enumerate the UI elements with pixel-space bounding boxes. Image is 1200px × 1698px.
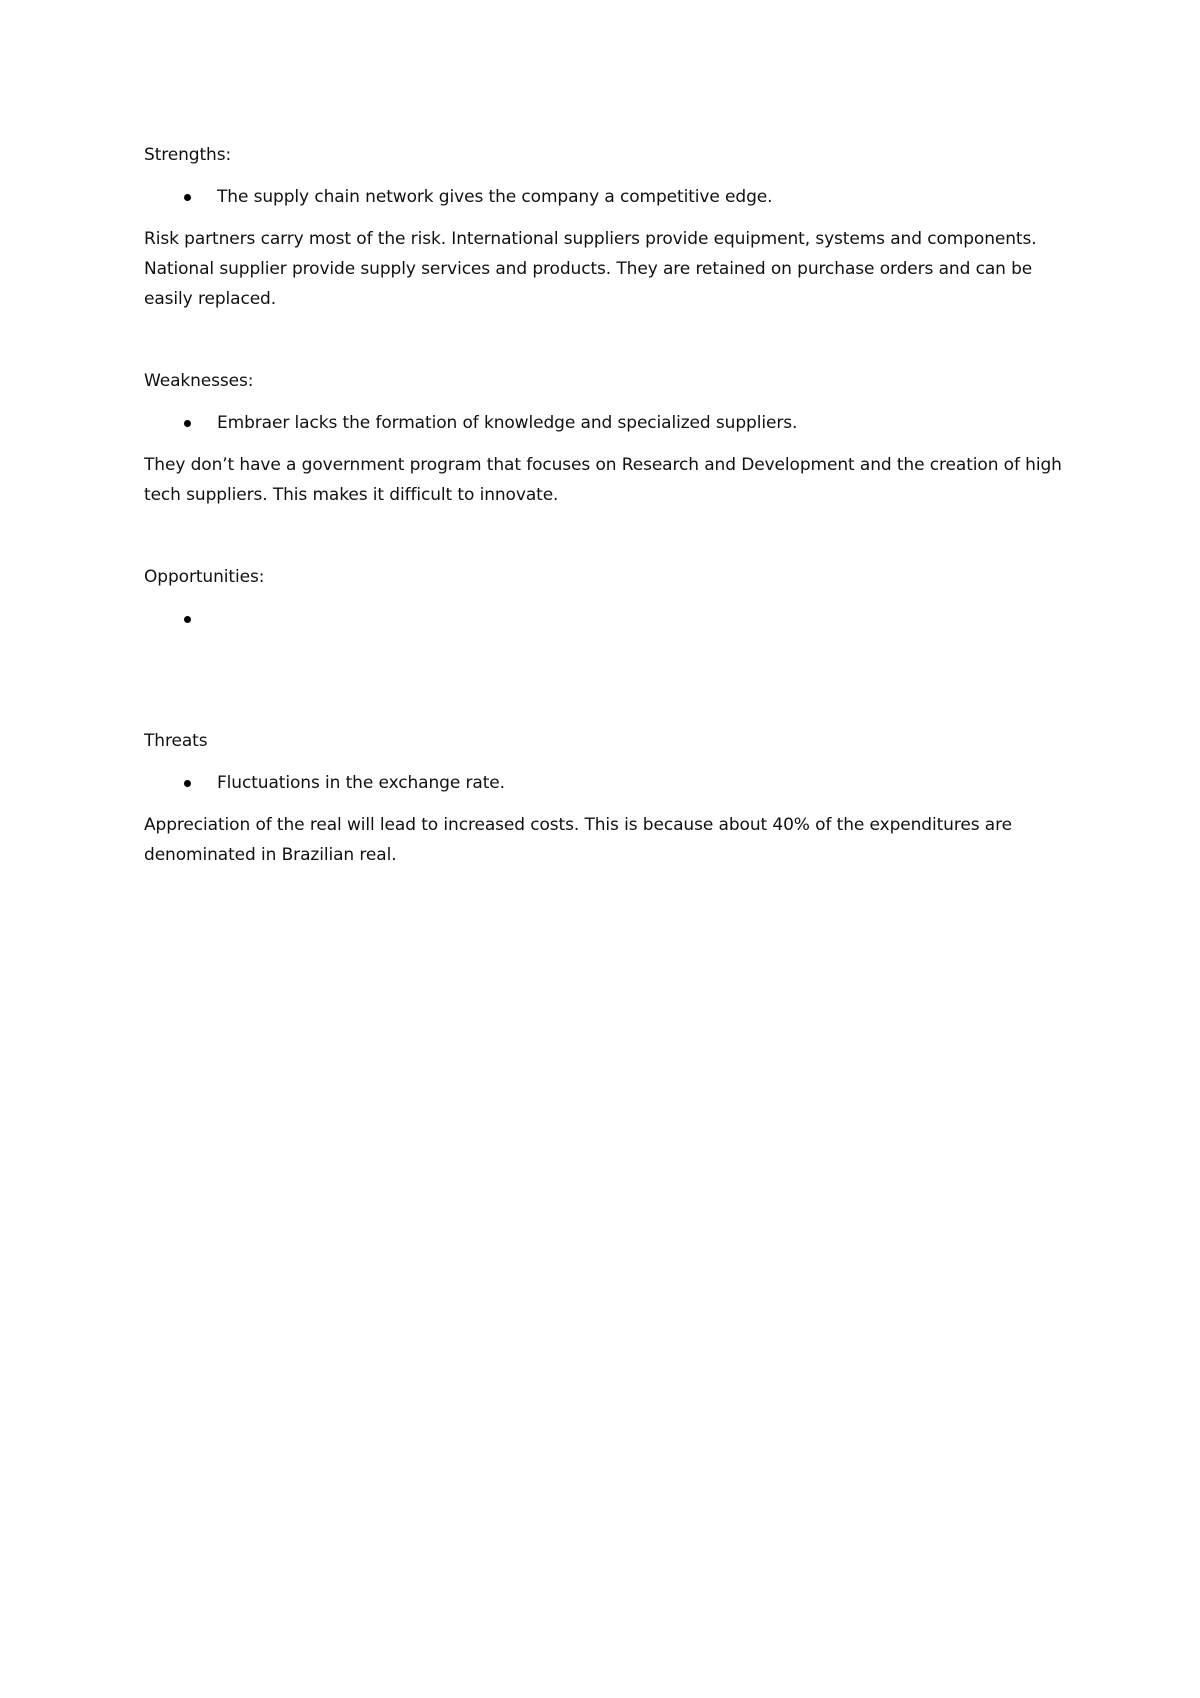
bullet-list-strengths xyxy=(144,182,1074,212)
bullet-list-weaknesses xyxy=(144,408,1074,438)
bullet-item-opportunities xyxy=(144,604,1074,634)
bullet-item-strengths xyxy=(144,182,1074,212)
section-heading-threats: Threats xyxy=(144,731,208,751)
bullet-item-weaknesses xyxy=(144,408,1074,438)
bullet-item-threats xyxy=(144,768,1074,798)
paragraph-threats: Appreciation of the real will lead to increased costs. This is because about 40% of the expenditures are denominated in Brazilian real. xyxy=(144,815,1012,865)
section-heading-weaknesses: Weaknesses: xyxy=(144,371,254,391)
bullet-text-strengths: The supply chain network gives the company a competitive edge. xyxy=(217,187,773,207)
section-threats xyxy=(144,726,1074,870)
bullet-text-threats: Fluctuations in the exchange rate. xyxy=(217,773,505,793)
section-opportunities xyxy=(144,562,1074,634)
bullet-text-weaknesses: Embraer lacks the formation of knowledge and specialized suppliers. xyxy=(217,413,798,433)
paragraph-weaknesses: They don’t have a government program that focuses on Research and Development and the creation of high tech suppliers. This makes it difficult to innovate. xyxy=(144,455,1062,505)
bullet-point-icon xyxy=(184,780,191,787)
section-heading-strengths: Strengths: xyxy=(144,145,232,165)
bullet-point-icon xyxy=(184,616,191,623)
bullet-point-icon xyxy=(184,194,191,201)
paragraph-strengths: Risk partners carry most of the risk. International suppliers provide equipment, systems and components. National supplier provide supply services and products. They are retained on purchase orders and can be easily replaced. xyxy=(144,229,1037,309)
section-heading-opportunities: Opportunities: xyxy=(144,567,265,587)
document-body xyxy=(144,140,1074,870)
section-weaknesses xyxy=(144,366,1074,510)
bullet-list-opportunities xyxy=(144,604,1074,634)
section-strengths xyxy=(144,140,1074,314)
bullet-list-threats xyxy=(144,768,1074,798)
bullet-point-icon xyxy=(184,420,191,427)
